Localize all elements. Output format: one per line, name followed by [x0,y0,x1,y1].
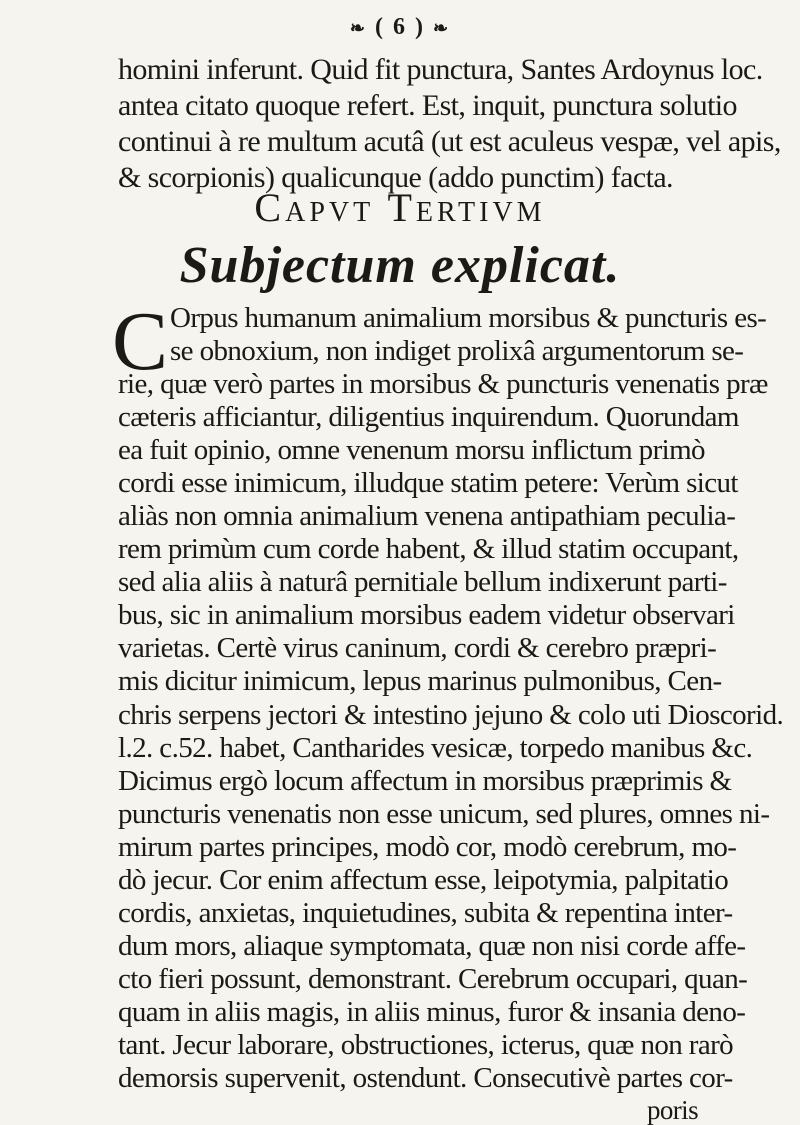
text-line: rie, quæ verò partes in morsibus & puncturis venenatis præ [118,368,768,400]
page-number: ( 6 ) [375,14,425,40]
text-line: aliàs non omnia animalium venena antipathiam peculia- [118,500,736,532]
text-line: sed alia aliis à naturâ pernitiale bellum indixerunt parti- [118,566,727,598]
text-line: cæteris afficiantur, diligentius inquirendum. Quorundam [118,401,739,433]
text-line: l.2. c.52. habet, Cantharides vesicæ, torpedo manibus &c. [118,732,753,764]
text-line: dò jecur. Cor enim affectum esse, leipotymia, palpitatio [118,864,729,896]
text-line: cordi esse inimicum, illudque statim petere: Verùm sicut [118,467,738,499]
text-line: & scorpionis) qualicunque (addo punctim) facta. [118,161,673,194]
text-line: cto fieri possunt, demonstrant. Cerebrum occupari, quan- [118,963,748,995]
ornament-left-icon: ❧ [349,18,367,38]
drop-cap: C [112,295,169,388]
text-line: homini inferunt. Quid fit punctura, Santes Ardoynus loc. [118,53,763,86]
text-line: se obnoxium, non indiget prolixâ argumentorum se- [170,335,744,367]
text-line: puncturis venenatis non esse unicum, sed plures, omnes ni- [118,798,770,830]
text-line: chris serpens jectori & intestino jejuno & colo uti Dioscorid. [118,699,784,731]
text-line: mirum partes principes, modò cor, modò cerebrum, mo- [118,831,737,863]
text-line: ea fuit opinio, omne venenum morsu inflictum primò [118,434,705,466]
text-line: cordis, anxietas, inquietudines, subita & repentina inter- [118,897,733,929]
text-line: continui à re multum acutâ (ut est aculeus vespæ, vel apis, [118,125,781,158]
text-line: Dicimus ergò locum affectum in morsibus præprimis & [118,765,732,797]
text-line: rem primùm cum corde habent, & illud statim occupant, [118,533,739,565]
text-line: Orpus humanum animalium morsibus & puncturis es- [170,302,767,334]
page-header [0,14,800,41]
chapter-heading: Capvt Tertivm [254,185,546,230]
chapter-subtitle: Subjectum explicat. [179,237,621,294]
text-line: quam in aliis magis, in aliis minus, furor & insania deno- [118,996,746,1028]
text-line: varietas. Certè virus caninum, cordi & cerebro præpri- [118,632,717,664]
ornament-right-icon: ❧ [432,18,451,38]
catchword: poris [646,1095,698,1125]
text-line: tant. Jecur laborare, obstructiones, icterus, quæ non rarò [118,1029,734,1061]
text-line: mis dicitur inimicum, lepus marinus pulmonibus, Cen- [118,665,722,697]
text-line: dum mors, aliaque symptomata, quæ non nisi corde affe- [118,930,746,962]
text-line: bus, sic in animalium morsibus eadem videtur observari [118,599,735,631]
text-line: demorsis supervenit, ostendunt. Consecutivè partes cor- [118,1062,733,1094]
text-line: antea citato quoque refert. Est, inquit, punctura solutio [118,89,737,122]
